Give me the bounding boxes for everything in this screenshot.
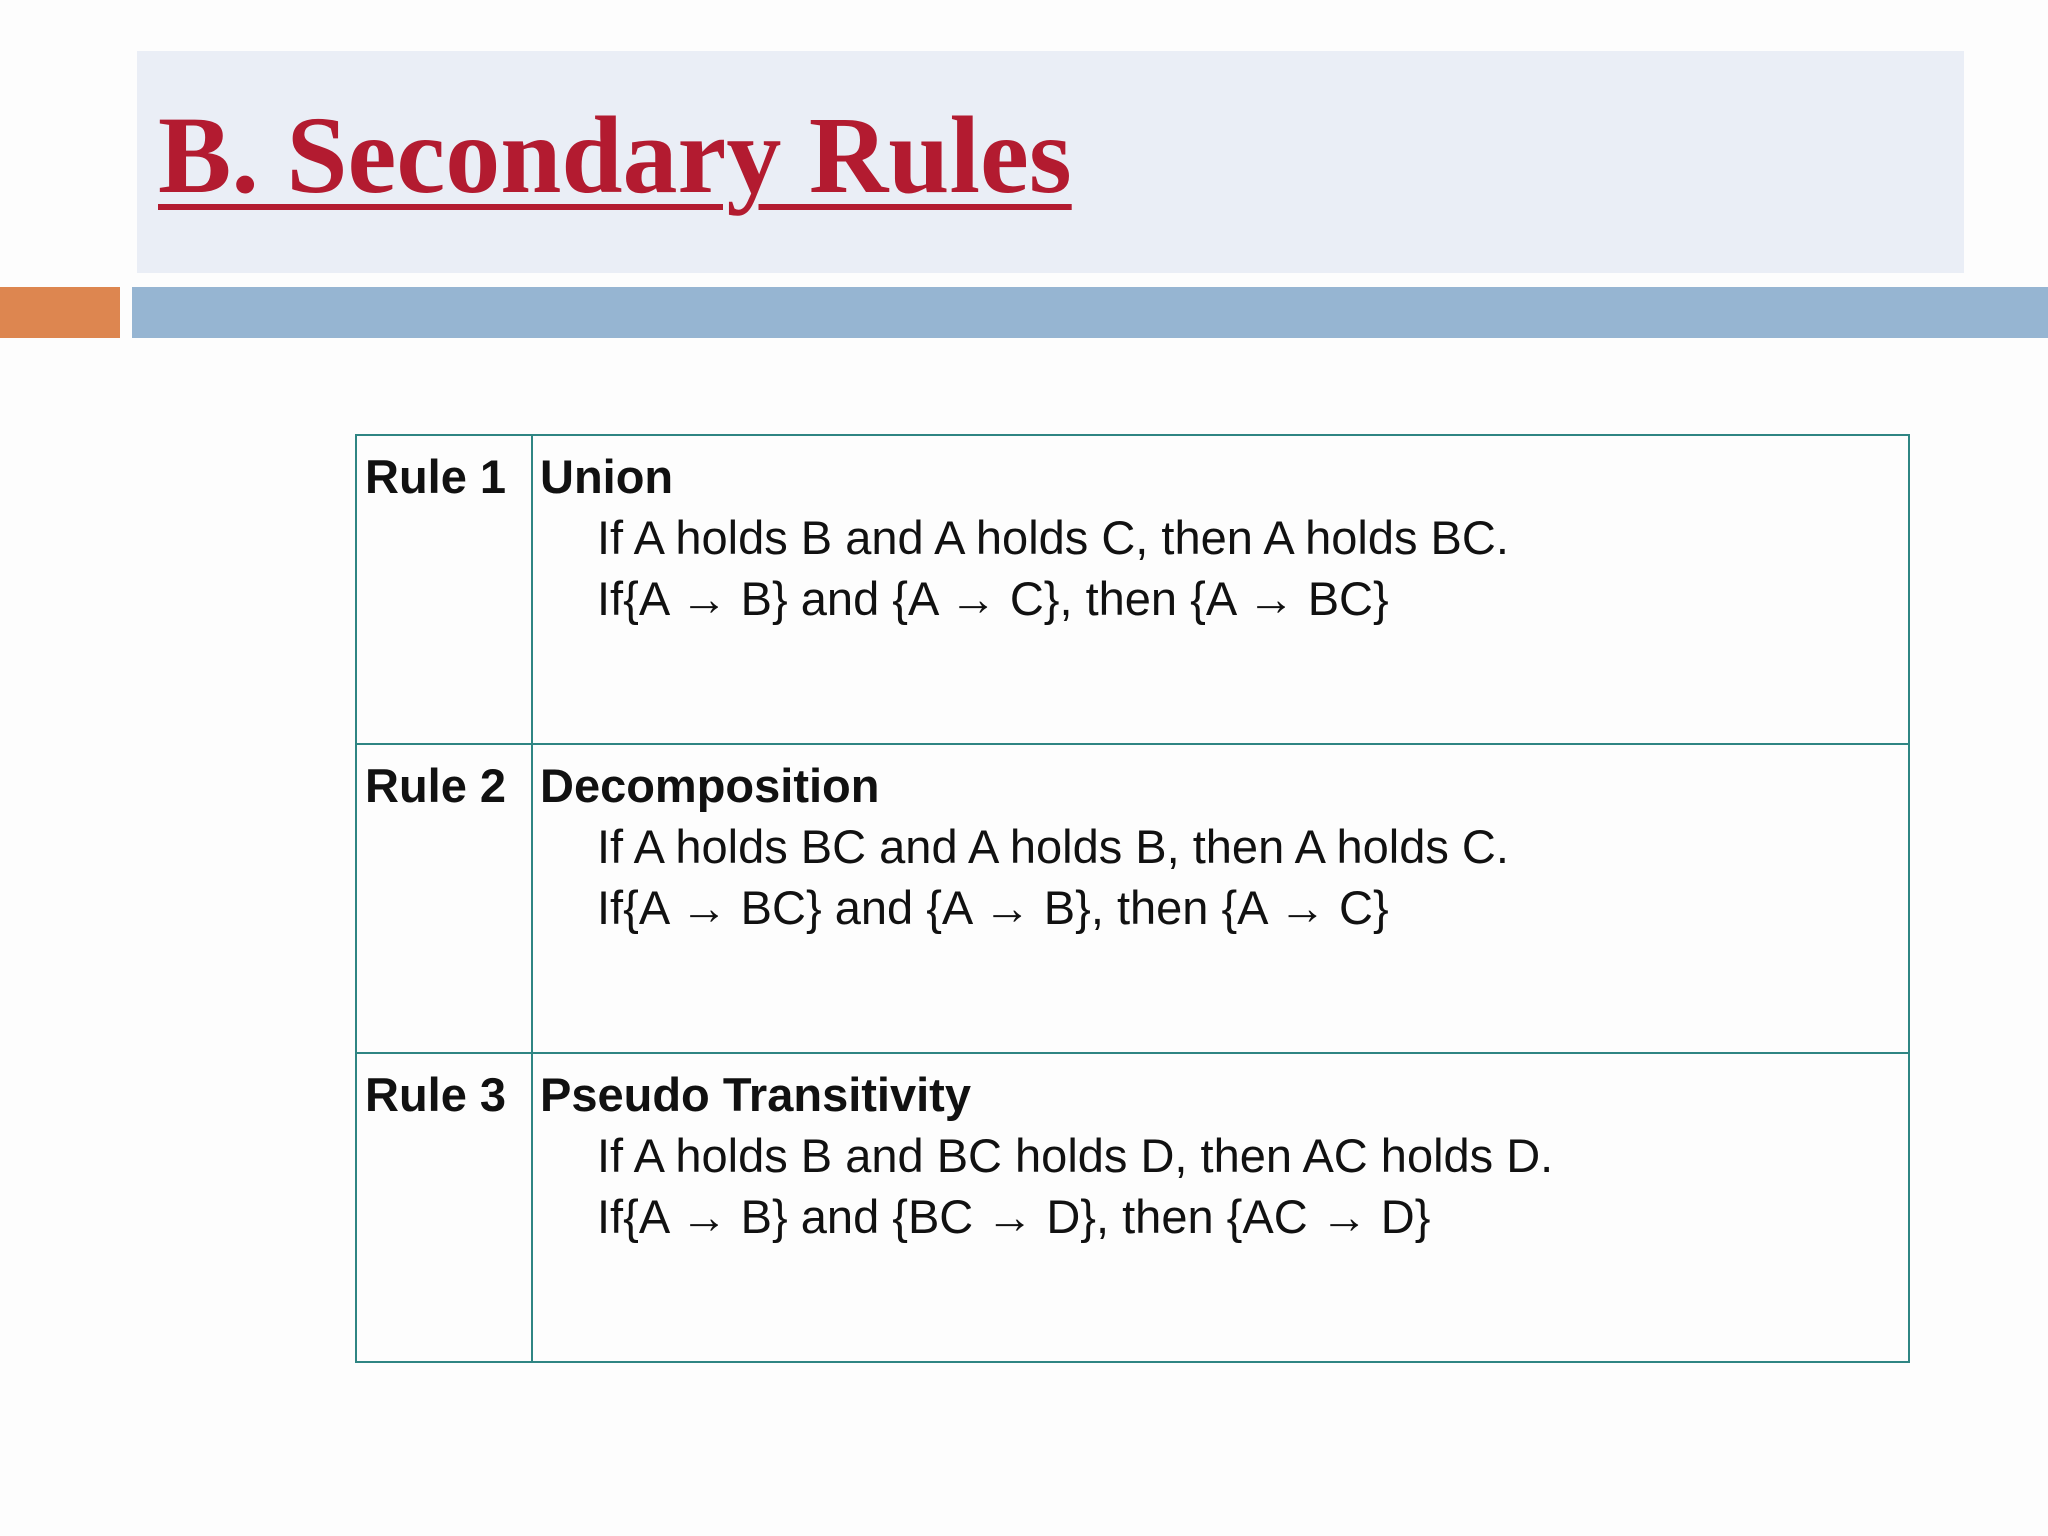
rule-formula: If{A → B} and {BC → D}, then {AC → D}: [597, 1190, 1431, 1243]
rule-body: [532, 744, 1909, 1053]
rule-statement: If A holds BC and A holds B, then A holds C.: [597, 820, 1509, 873]
rule-name: Union: [540, 450, 674, 503]
accent-bar-blue: [132, 287, 2048, 338]
slide-title: B. Secondary Rules: [158, 94, 1072, 216]
rule-formula: If{A → B} and {A → C}, then {A → BC}: [597, 572, 1389, 625]
rule-row: [356, 744, 1909, 1053]
rules-table: [355, 434, 1910, 1363]
rule-statement: If A holds B and BC holds D, then AC holds D.: [597, 1129, 1554, 1182]
rule-name: Decomposition: [540, 759, 880, 812]
rule-number: Rule 3: [356, 1053, 532, 1362]
rule-body: [532, 435, 1909, 744]
rule-statement: If A holds B and A holds C, then A holds BC.: [597, 511, 1509, 564]
rule-row: [356, 1053, 1909, 1362]
accent-bar-orange: [0, 287, 120, 338]
rule-row: [356, 435, 1909, 744]
rule-body: [532, 1053, 1909, 1362]
rule-number: Rule 1: [356, 435, 532, 744]
rule-formula: If{A → BC} and {A → B}, then {A → C}: [597, 881, 1389, 934]
rule-number: Rule 2: [356, 744, 532, 1053]
rule-name: Pseudo Transitivity: [540, 1068, 971, 1121]
